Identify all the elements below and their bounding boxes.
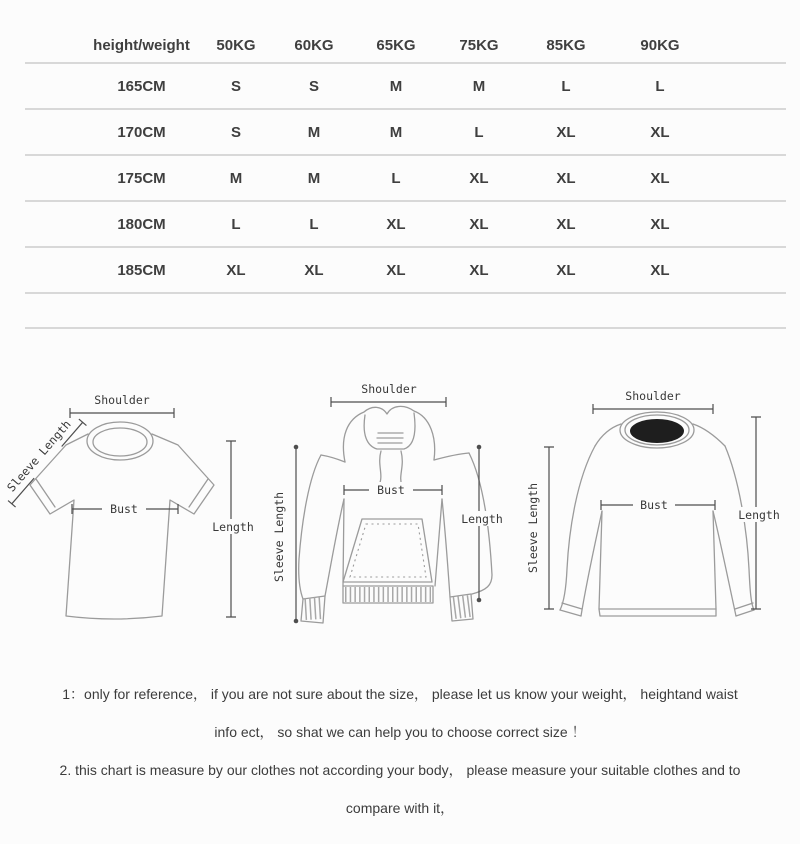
height-cell: 170CM — [117, 123, 166, 141]
table-row — [25, 64, 786, 110]
size-cell: XL — [556, 123, 576, 141]
size-cell: M — [389, 77, 403, 95]
tshirt-diagram — [0, 359, 265, 659]
note-2-line-1: 2. this chart is measure by our clothes not according your body， please measure your suitable clothes and to — [59, 762, 741, 778]
size-cell: M — [389, 123, 403, 141]
size-cell: XL — [650, 261, 670, 279]
pocket-stitching — [350, 524, 426, 577]
note-1-line-1: 1：only for reference， if you are not sure about the size， please let us know your weight， heightand waist — [62, 686, 738, 702]
size-cell: L — [391, 169, 401, 187]
tshirt-outline — [30, 422, 214, 619]
tshirt-sleeve-length-label: Sleeve Length — [4, 417, 74, 495]
size-cell: XL — [556, 261, 576, 279]
table-row — [25, 156, 786, 202]
size-cell: L — [309, 215, 319, 233]
size-cell: M — [472, 77, 486, 95]
size-cell: M — [307, 169, 321, 187]
size-cell: S — [230, 77, 241, 95]
size-cell: XL — [650, 123, 670, 141]
collar-shadow — [630, 419, 684, 443]
column-header: height/weight — [93, 36, 190, 54]
sweatshirt-bust-label: Bust — [640, 498, 668, 512]
table-row — [25, 202, 786, 248]
size-cell: XL — [469, 215, 489, 233]
column-header: 60KG — [294, 36, 334, 54]
height-cell: 175CM — [117, 169, 166, 187]
column-header: 75KG — [459, 36, 499, 54]
size-chart-table — [25, 28, 786, 329]
hoodie-ribbing — [305, 595, 470, 610]
hoodie-length-label: Length — [461, 512, 503, 526]
column-header: 65KG — [376, 36, 416, 54]
height-cell: 165CM — [117, 77, 166, 95]
sweatshirt-sleeve-length-label: Sleeve Length — [526, 482, 540, 574]
size-cell: XL — [226, 261, 246, 279]
table-row — [25, 110, 786, 156]
size-cell: M — [229, 169, 243, 187]
size-cell: XL — [469, 261, 489, 279]
column-header: 50KG — [216, 36, 256, 54]
table-header-row — [25, 28, 786, 64]
height-cell: 185CM — [117, 261, 166, 279]
size-cell: M — [307, 123, 321, 141]
table-row — [25, 248, 786, 294]
size-cell: XL — [556, 215, 576, 233]
note-1-line-2: info ect， so shat we can help you to choose correct size ！ — [214, 724, 586, 740]
tshirt-measures — [0, 393, 257, 617]
table-empty-row — [25, 294, 786, 329]
hoodie-shoulder-label: Shoulder — [361, 382, 417, 396]
size-cell: XL — [304, 261, 324, 279]
hoodie-sleeve-length-label: Sleeve Length — [272, 491, 286, 583]
size-cell: XL — [386, 215, 406, 233]
column-header: 90KG — [640, 36, 680, 54]
size-cell: XL — [650, 215, 670, 233]
size-cell: XL — [386, 261, 406, 279]
sweatshirt-shoulder-label: Shoulder — [625, 389, 681, 403]
hoodie-bust-label: Bust — [377, 483, 405, 497]
size-cell: S — [230, 123, 241, 141]
sweatshirt-length-label: Length — [738, 508, 780, 522]
height-cell: 180CM — [117, 215, 166, 233]
sweatshirt-diagram — [525, 359, 800, 659]
column-header: 85KG — [546, 36, 586, 54]
size-cell: XL — [650, 169, 670, 187]
tshirt-shoulder-label: Shoulder — [94, 393, 150, 407]
note-2-line-2: compare with it， — [345, 800, 455, 816]
measurement-diagrams — [0, 359, 800, 659]
tshirt-bust-label: Bust — [110, 502, 138, 516]
size-cell: XL — [556, 169, 576, 187]
size-cell: L — [561, 77, 571, 95]
size-cell: L — [655, 77, 665, 95]
reference-notes — [0, 675, 800, 827]
hoodie-diagram — [265, 359, 525, 659]
size-cell: L — [474, 123, 484, 141]
size-cell: S — [308, 77, 319, 95]
size-cell: XL — [469, 169, 489, 187]
tshirt-length-label: Length — [212, 520, 254, 534]
size-cell: L — [231, 215, 241, 233]
